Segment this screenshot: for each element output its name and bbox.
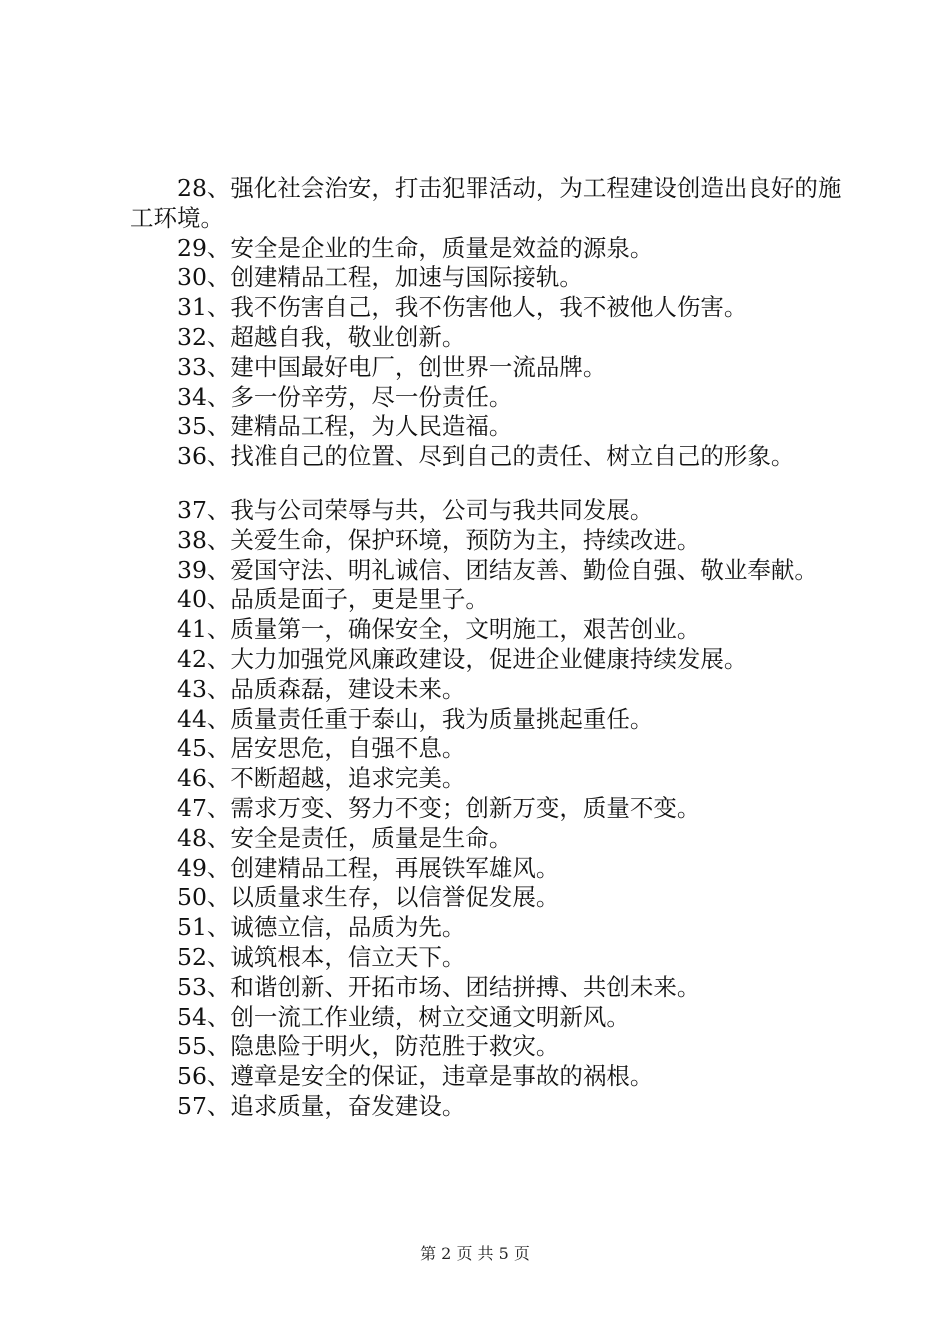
slogan-list xyxy=(130,174,845,1122)
list-item: 37、我与公司荣辱与共，公司与我共同发展。 xyxy=(177,495,654,524)
list-item: 47、需求万变、努力不变；创新万变，质量不变。 xyxy=(177,793,701,822)
list-item: 34、多一份辛劳，尽一份责任。 xyxy=(177,382,513,411)
list-item: 32、超越自我，敬业创新。 xyxy=(177,322,466,351)
list-item: 29、安全是企业的生命，质量是效益的源泉。 xyxy=(177,233,654,262)
list-item: 49、创建精品工程，再展铁军雄风。 xyxy=(177,853,560,882)
list-item: 28、强化社会治安，打击犯罪活动，为工程建设创造出良好的施工环境。 xyxy=(130,174,842,232)
list-item: 33、建中国最好电厂，创世界一流品牌。 xyxy=(177,352,607,381)
list-item: 43、品质森磊，建设未来。 xyxy=(177,674,466,703)
list-item: 56、遵章是安全的保证，违章是事故的祸根。 xyxy=(177,1062,654,1091)
list-item: 41、质量第一，确保安全，文明施工，艰苦创业。 xyxy=(177,615,701,644)
list-item: 53、和谐创新、开拓市场、团结拼搏、共创未来。 xyxy=(177,972,701,1001)
list-item: 52、诚筑根本，信立天下。 xyxy=(177,942,466,971)
list-item: 31、我不伤害自己，我不伤害他人，我不被他人伤害。 xyxy=(177,293,748,322)
list-item: 55、隐患险于明火，防范胜于救灾。 xyxy=(177,1032,560,1061)
list-item: 42、大力加强党风廉政建设，促进企业健康持续发展。 xyxy=(177,644,748,673)
list-item: 45、居安思危，自强不息。 xyxy=(177,734,466,763)
list-item: 36、找准自己的位置、尽到自己的责任、树立自己的形象。 xyxy=(177,442,795,471)
list-item: 35、建精品工程，为人民造福。 xyxy=(177,412,513,441)
list-item: 48、安全是责任，质量是生命。 xyxy=(177,823,513,852)
list-item: 40、品质是面子，更是里子。 xyxy=(177,585,489,614)
list-item: 30、创建精品工程，加速与国际接轨。 xyxy=(177,263,583,292)
list-item: 38、关爱生命，保护环境，预防为主，持续改进。 xyxy=(177,525,701,554)
list-item: 46、不断超越，追求完美。 xyxy=(177,764,466,793)
list-item: 51、诚德立信，品质为先。 xyxy=(177,913,466,942)
list-item: 50、以质量求生存，以信誉促发展。 xyxy=(177,883,560,912)
list-item: 57、追求质量，奋发建设。 xyxy=(177,1091,466,1120)
list-item: 39、爱国守法、明礼诚信、团结友善、勤俭自强、敬业奉献。 xyxy=(177,555,818,584)
list-item: 44、质量责任重于泰山，我为质量挑起重任。 xyxy=(177,704,654,733)
page-number-footer: 第 2 页 共 5 页 xyxy=(420,1244,530,1263)
list-item: 54、创一流工作业绩，树立交通文明新风。 xyxy=(177,1002,630,1031)
